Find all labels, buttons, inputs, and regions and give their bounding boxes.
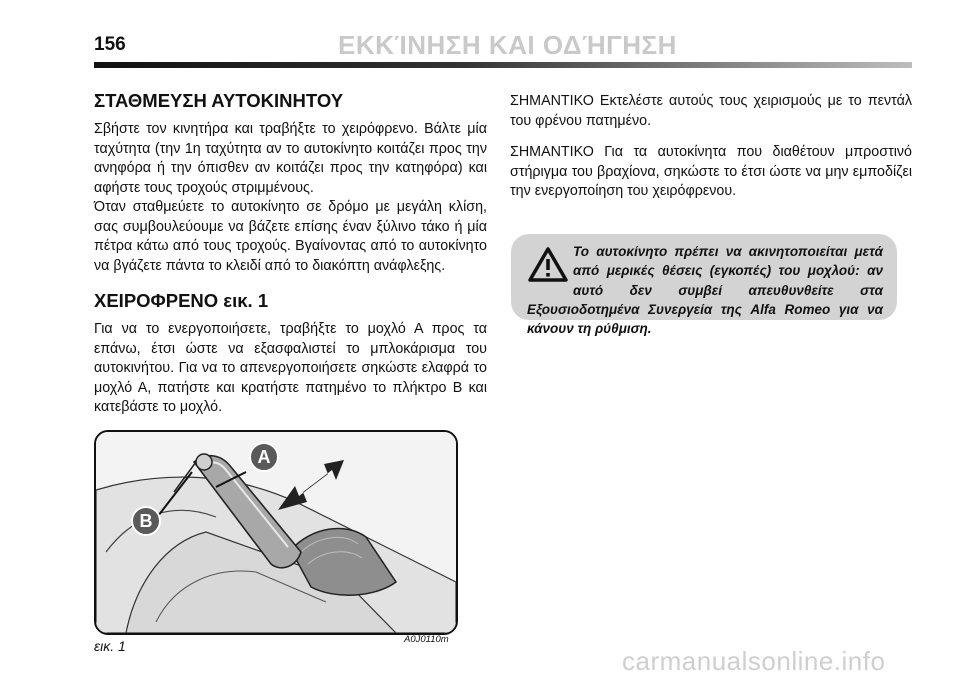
figure-code: A0J0110m: [404, 634, 449, 645]
watermark: carmanualsonline.info: [622, 646, 886, 676]
paragraph-parking-2: Όταν σταθμεύετε το αυτοκίνητο σε δρόμο με μεγάλη κλίση, σας συμβουλεύουμε να βάζετε επίσης έναν ξύλινο τάκο ή μία πέτρα κάτω από τους τροχούς. Βγαίνοντας από το αυτοκίνητο να βγάζετε πάντα το κλειδί από το διακόπτη ανάφλεξης.: [94, 199, 487, 274]
right-column: [510, 92, 912, 202]
warning-text: [527, 242, 883, 338]
label-a: A: [257, 447, 271, 467]
heading-parking: ΣΤΑΘΜΕΥΣΗ ΑΥΤΟΚΙΝΗΤΟΥ: [94, 90, 344, 111]
header-rule: [94, 62, 912, 68]
note-important-2: ΣΗΜΑΝΤΙΚΟ Για τα αυτοκίνητα που διαθέτουν μπροστινό στήριγμα του βραχίονα, σηκώστε το έτσι ώστε να μην εμποδίζει την ενεργοποίηση του χειρόφρενου.: [510, 144, 912, 199]
label-b: B: [139, 511, 153, 531]
handbrake-illustration: [96, 432, 456, 633]
paragraph-parking-1: Σβήστε τον κινητήρα και τραβήξτε το χειρόφρενο. Βάλτε μία ταχύτητα (την 1η ταχύτητα αν το αυτοκίνητο κοιτάζει προς την ανηφόρα ή την όπισθεν αν κοιτάζει προς την κατηφόρα) και αφήστε τους τροχούς στριμμένους.: [94, 121, 487, 196]
page-number: 156: [94, 34, 126, 55]
heading-handbrake: ΧΕΙΡΟΦΡΕΝΟ εικ. 1: [94, 290, 269, 311]
left-column: [94, 90, 487, 418]
warning-box: [511, 234, 897, 337]
section-title: ΕΚΚΊΝΗΣΗ ΚΑΙ ΟΔΉΓΗΣΗ: [338, 30, 677, 60]
warning-message: Το αυτοκίνητο πρέπει να ακινητοποιείται μετά από μερικές θέσεις (εγκοπές) του μοχλού: αν αυτό δεν συμβεί απευθυνθείτε στα Εξουσιοδοτημένα Συνεργεία της Alfa Romeo για να κάνουν τη ρύθμιση.: [527, 244, 883, 337]
paragraph-handbrake: Για να το ενεργοποιήσετε, τραβήξτε το μοχλό Α προς τα επάνω, έτσι ώστε να εξασφαλιστεί το μπλοκάρισμα του αυτοκινήτου. Για να το απενεργοποιήσετε σηκώστε ελαφρά το μοχλό Α, πατήστε και κρατήστε πατημένο το πλήκτρο Β και κατεβάστε το μοχλό.: [94, 321, 487, 415]
note-important-1: ΣΗΜΑΝΤΙΚΟ Εκτελέστε αυτούς τους χειρισμούς με το πεντάλ του φρένου πατημένο.: [510, 93, 912, 129]
handbrake-figure: [94, 430, 458, 635]
figure-caption: εικ. 1: [94, 638, 126, 654]
